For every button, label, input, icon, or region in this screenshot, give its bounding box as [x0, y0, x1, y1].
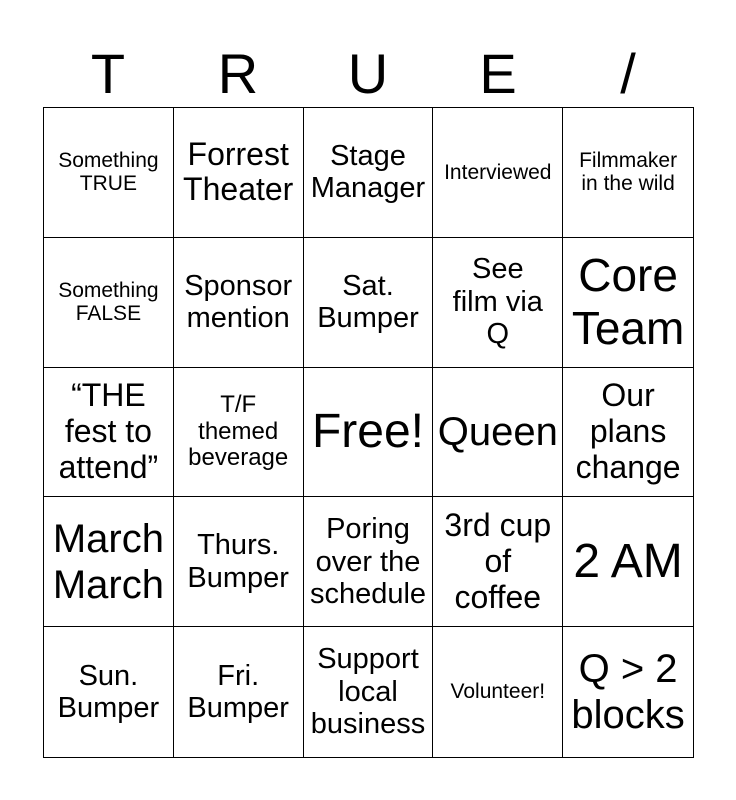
bingo-cell[interactable]: Our plans change: [563, 368, 693, 498]
bingo-cell[interactable]: 2 AM: [563, 497, 693, 627]
header-letter: U: [347, 42, 389, 105]
bingo-cell[interactable]: Forrest Theater: [174, 108, 304, 238]
header-letter: /: [620, 42, 636, 105]
bingo-cell[interactable]: Fri. Bumper: [174, 627, 304, 757]
bingo-cell[interactable]: Q > 2 blocks: [571, 647, 685, 738]
bingo-cell[interactable]: Something FALSE: [44, 238, 174, 368]
bingo-grid: [43, 107, 694, 758]
bingo-cell[interactable]: T/F themed beverage: [174, 368, 304, 498]
header-letter: E: [479, 42, 517, 105]
header-letter: R: [217, 42, 259, 105]
bingo-cell[interactable]: Thurs. Bumper: [174, 497, 304, 627]
bingo-cell[interactable]: Support local business: [304, 627, 434, 757]
bingo-header: [43, 42, 694, 106]
bingo-cell[interactable]: Core Team: [563, 238, 693, 368]
bingo-cell[interactable]: Sat. Bumper: [304, 238, 434, 368]
bingo-cell[interactable]: Poring over the schedule: [304, 497, 434, 627]
bingo-cell[interactable]: Sponsor mention: [174, 238, 304, 368]
bingo-cell[interactable]: See film via Q: [433, 238, 563, 368]
bingo-cell[interactable]: 3rd cup of coffee: [433, 497, 563, 627]
bingo-cell[interactable]: Stage Manager: [304, 108, 434, 238]
bingo-cell[interactable]: March March: [44, 497, 174, 627]
bingo-cell[interactable]: Interviewed: [433, 108, 563, 238]
header-letter: T: [90, 42, 126, 105]
bingo-cell[interactable]: “THE fest to attend”: [44, 368, 174, 498]
bingo-cell[interactable]: Sun. Bumper: [44, 627, 174, 757]
bingo-cell[interactable]: Queen: [433, 368, 563, 498]
bingo-cell[interactable]: Something TRUE: [44, 108, 174, 238]
bingo-cell[interactable]: Free!: [304, 368, 434, 498]
bingo-cell[interactable]: Volunteer!: [433, 627, 563, 757]
bingo-cell[interactable]: Filmmaker in the wild: [563, 108, 693, 238]
